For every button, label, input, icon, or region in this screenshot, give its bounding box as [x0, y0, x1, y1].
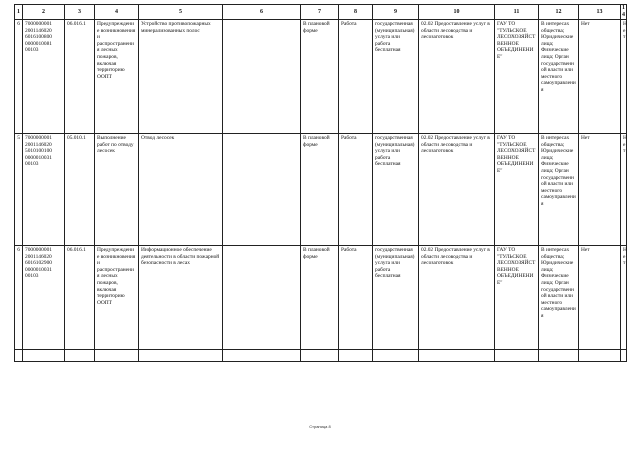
table-cell: [419, 350, 495, 362]
table-cell: [301, 350, 339, 362]
table-cell: [15, 350, 23, 362]
table-cell: 7000000001 2001146020 5010100100 0000010031 00103: [23, 134, 65, 246]
table-cell: [223, 134, 301, 246]
table-cell: Предупреждение возникновения и распространения лесных пожаров, включая территорию ООПТ: [95, 20, 139, 134]
table-cell: 06.016.1: [65, 20, 95, 134]
table-cell: Отвод лесосек: [139, 134, 223, 246]
table-cell: Выполнение работ по отводу лесосек: [95, 134, 139, 246]
table-row: [15, 246, 627, 350]
table-row: [15, 20, 627, 134]
column-number-2: 2: [23, 5, 65, 20]
table-cell: [223, 246, 301, 350]
table-cell: 05.010.1: [65, 134, 95, 246]
table-cell: государственная (муниципальная) услуга или работа бесплатная: [373, 246, 419, 350]
table-cell: 6: [15, 246, 23, 350]
table-cell: ГАУ ТО "ТУЛЬСКОЕ ЛЕСОХОЗЯЙСТВЕННОЕ ОБЪЕДИНЕНИЕ": [495, 134, 539, 246]
table-cell: Предупреждение возникновения и распространения лесных пожаров, включая территорию ООПТ: [95, 246, 139, 350]
table-cell: [23, 350, 65, 362]
table-cell: В интересах общества; Юридические лица; Физические лица; Орган государственной власти или местного самоуправления: [539, 246, 579, 350]
table-row: [15, 350, 627, 362]
table-cell: В плановой форме: [301, 246, 339, 350]
column-number-11: 11: [495, 5, 539, 20]
table-row: [15, 134, 627, 246]
table-cell: [539, 350, 579, 362]
table-cell: 5: [15, 134, 23, 246]
table-cell: Работа: [339, 20, 373, 134]
header-row: [15, 5, 627, 20]
table-cell: В интересах общества; Юридические лица; Физические лица; Орган государственной власти или местного самоуправления: [539, 20, 579, 134]
column-number-6: 6: [223, 5, 301, 20]
table-cell: Нет: [621, 134, 627, 246]
table-cell: Устройство противопожарных минерализованных полос: [139, 20, 223, 134]
table-cell: Нет: [579, 20, 621, 134]
table-cell: 02.02 Предоставление услуг в области лесоводства и лесозаготовок: [419, 134, 495, 246]
table-cell: В интересах общества; Юридические лица; Физические лица; Орган государственной власти или местного самоуправления: [539, 134, 579, 246]
table-cell: [65, 350, 95, 362]
table-cell: 02.02 Предоставление услуг в области лесоводства и лесозаготовок: [419, 246, 495, 350]
table-cell: [339, 350, 373, 362]
table-cell: [373, 350, 419, 362]
table-cell: Информационное обеспечение деятельности в области пожарной безопасности в лесах: [139, 246, 223, 350]
column-number-14: 14: [622, 5, 625, 18]
table-cell: Работа: [339, 134, 373, 246]
column-number-10: 10: [419, 5, 495, 20]
table-cell: [223, 350, 301, 362]
column-number-8: 8: [339, 5, 373, 20]
table-cell: Нет: [621, 246, 627, 350]
table-cell: 02.02 Предоставление услуг в области лесоводства и лесозаготовок: [419, 20, 495, 134]
column-number-12: 12: [539, 5, 579, 20]
table-cell: Нет: [621, 20, 627, 134]
table-cell: [223, 20, 301, 134]
table-cell: ГАУ ТО "ТУЛЬСКОЕ ЛЕСОХОЗЯЙСТВЕННОЕ ОБЪЕДИНЕНИЕ": [495, 20, 539, 134]
table-cell: В плановой форме: [301, 20, 339, 134]
table-cell: [139, 350, 223, 362]
table-cell: В плановой форме: [301, 134, 339, 246]
table-cell: Нет: [579, 246, 621, 350]
column-number-5: 5: [139, 5, 223, 20]
table-cell: Работа: [339, 246, 373, 350]
table-cell: [495, 350, 539, 362]
table-cell: Нет: [579, 134, 621, 246]
column-number-3: 3: [65, 5, 95, 20]
column-number-13: 13: [579, 5, 621, 20]
table-cell: 7000000001 2001146020 6016100800 0000010081 00103: [23, 20, 65, 134]
table-cell: государственная (муниципальная) услуга или работа бесплатная: [373, 134, 419, 246]
table-cell: государственная (муниципальная) услуга или работа бесплатная: [373, 20, 419, 134]
column-number-9: 9: [373, 5, 419, 20]
table-cell: [95, 350, 139, 362]
table-cell: [579, 350, 621, 362]
table-cell: ГАУ ТО "ТУЛЬСКОЕ ЛЕСОХОЗЯЙСТВЕННОЕ ОБЪЕДИНЕНИЕ": [495, 246, 539, 350]
registry-table: [14, 4, 627, 362]
table-cell: 6: [15, 20, 23, 134]
table-cell: 7000000001 2001146020 6016102900 0000010031 00103: [23, 246, 65, 350]
column-number-4: 4: [95, 5, 139, 20]
column-number-1: 1: [15, 5, 23, 20]
table-cell: 06.016.1: [65, 246, 95, 350]
column-number-7: 7: [301, 5, 339, 20]
page-footer: Страница 8: [309, 424, 331, 429]
table-cell: [621, 350, 627, 362]
